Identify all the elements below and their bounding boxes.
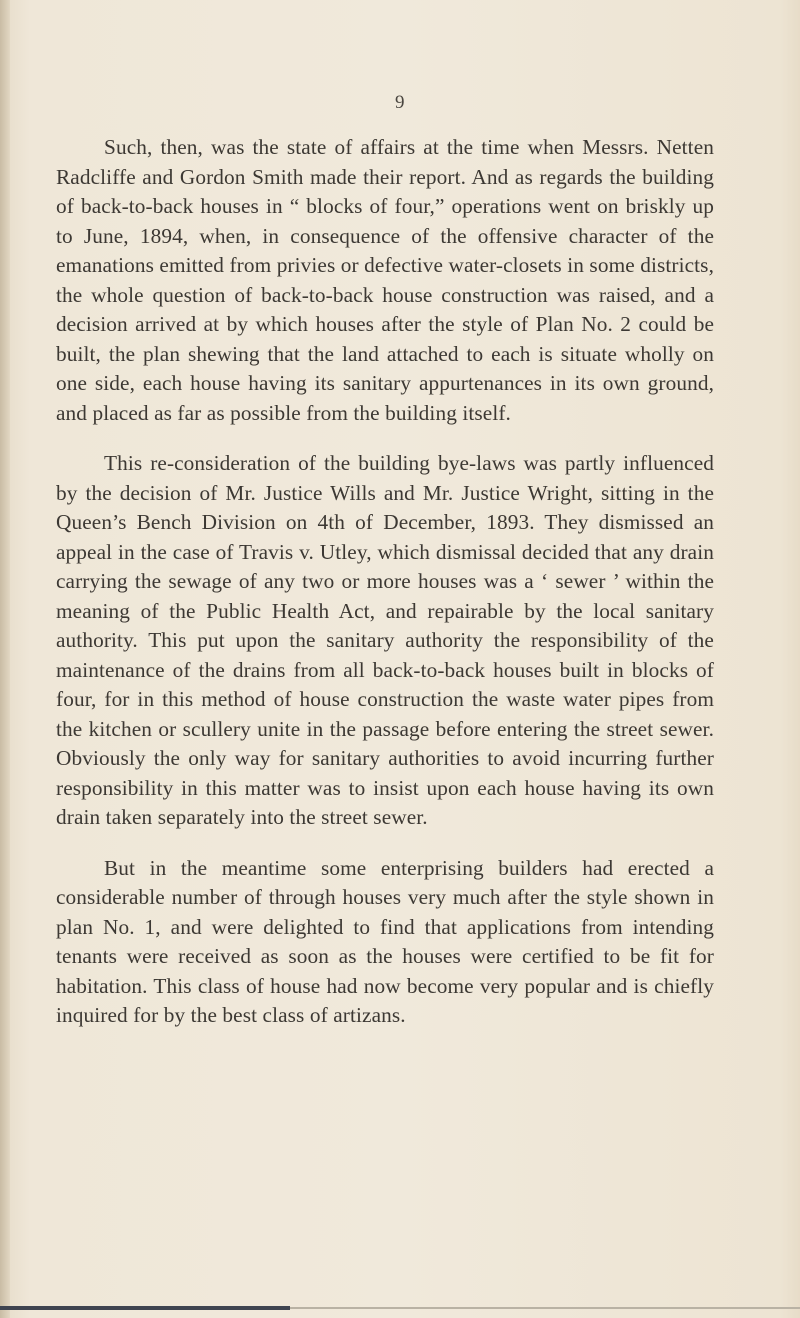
- paragraph-1: Such, then, was the state of affairs at the time when Messrs. Netten Radcliffe and Gordon Smith made their report. And as regards the building of back-to-back houses in “ blocks of four,” operations went on briskly up to June, 1894, when, in consequence of the offensive character of the emanations emitted from privies or defective water-closets in some districts, the whole question of back-to-back house construction was raised, and a decision arrived at by which houses after the style of Plan No. 2 could be built, the plan shewing that the land attached to each is situate wholly on one side, each house having its sanitary appurtenances in its own ground, and placed as far as possible from the building itself.: [56, 135, 714, 425]
- page-number: 9: [395, 92, 405, 113]
- body-text: [56, 133, 714, 1031]
- page-binding-edge: [0, 0, 10, 1318]
- paragraph-2: This re-consideration of the building bye-laws was partly influenced by the decision of Mr. Justice Wills and Mr. Justice Wright, sitting in the Queen’s Bench Division on 4th of December, 1893. They dismissed an appeal in the case of Travis v. Utley, which dismissal decided that any drain carrying the sewage of any two or more houses was a ‘ sewer ’ within the meaning of the Public Health Act, and repairable by the local sanitary authority. This put upon the sanitary authority the responsibility of the maintenance of the drains from all back-to-back houses built in blocks of four, for in this method of house construction the waste water pipes from the kitchen or scullery unite in the passage before entering the street sewer. Obviously the only way for sanitary authorities to avoid incurring further responsibility in this matter was to insist upon each house having its own drain taken separately into the street sewer.: [56, 451, 714, 829]
- bottom-edge-line: [290, 1307, 800, 1309]
- bottom-edge-rule: [0, 1306, 290, 1310]
- paragraph-3: But in the meantime some enterprising builders had erected a considerable number of through houses very much after the style shown in plan No. 1, and were delighted to find that applications from intending tenants were received as soon as the houses were certified to be fit for habitation. This class of house had now become very popular and is chiefly inquired for by the best class of artizans.: [56, 855, 714, 1027]
